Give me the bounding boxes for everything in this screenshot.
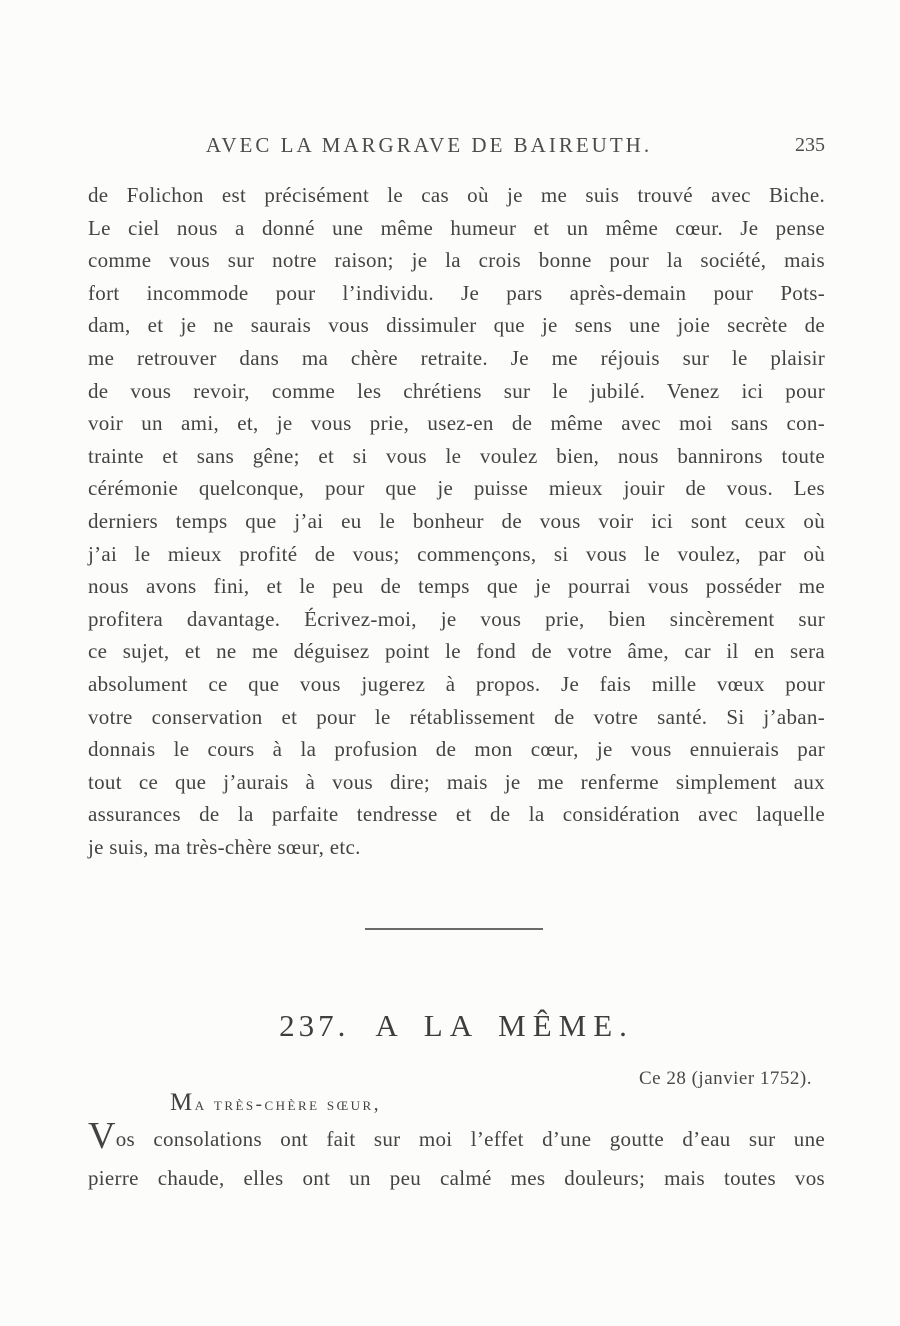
letter-number: 237. [279,1008,350,1043]
text-line: Le ciel nous a donné une même humeur et un même cœur. Je pense [88,215,825,240]
text-line: dam, et je ne saurais vous dissimuler que je sens une joie secrète de [88,313,825,338]
text-line: Vos consolations ont fait sur moi l’effet d’une goutte d’eau sur une [88,1115,825,1157]
letter-heading [88,1008,825,1044]
text-line: assurances de la parfaite tendresse et de la considération avec laquelle [88,802,825,827]
text-line: profitera davantage. Écrivez-moi, je vous prie, bien sincèrement sur [88,606,825,631]
text-line: donnais le cours à la profusion de mon cœur, je vous ennuierais par [88,737,825,762]
text-line: de vous revoir, comme les chrétiens sur le jubilé. Venez ici pour [88,378,825,403]
text-line: voir un ami, et, je vous prie, usez-en de même avec moi sans con- [88,411,825,436]
text-line: fort incommode pour l’individu. Je pars après-demain pour Pots- [88,280,825,305]
letter-date: Ce 28 (janvier 1752). [638,1068,812,1089]
letter-236-continuation [88,179,825,863]
text-line: cérémonie quelconque, pour que je puisse mieux jouir de vous. Les [88,476,825,501]
text-line: pierre chaude, elles ont un peu calmé mes douleurs; mais toutes vos [88,1166,825,1190]
text-line: comme vous sur notre raison; je la crois bonne pour la société, mais [88,248,825,273]
text-line: votre conservation et pour le rétablissement de votre santé. Si j’aban- [88,704,825,729]
text-line: absolument ce que vous jugerez à propos. Je fais mille vœux pour [88,671,825,696]
text-line: nous avons fini, et le peu de temps que je pourrai vous posséder me [88,574,825,599]
letter-salutation: Ma très-chère sœur, [170,1089,381,1116]
text-line: tout ce que j’aurais à vous dire; mais je me renferme simplement aux [88,769,825,794]
text-line: derniers temps que j’ai eu le bonheur de vous voir ici sont ceux où [88,508,825,533]
text-line: j’ai le mieux profité de vous; commençons, si vous le voulez, par où [88,541,825,566]
text-line: de Folichon est précisément le cas où je me suis trouvé avec Biche. [88,183,825,207]
text-line: trainte et sans gêne; et si vous le voulez bien, nous bannirons toute [88,443,825,468]
text-line: me retrouver dans ma chère retraite. Je me réjouis sur le plaisir [88,345,825,370]
running-header-title: AVEC LA MARGRAVE DE BAIREUTH. [205,133,653,157]
letter-237-body [88,1115,825,1198]
letter-addressee: A LA MÊME. [375,1008,634,1043]
text-line: je suis, ma très-chère sœur, etc. [88,834,361,859]
running-header [88,133,825,161]
text-line: ce sujet, et ne me déguisez point le fond de votre âme, car il en sera [88,639,825,664]
section-divider [365,928,543,930]
page-number: 235 [795,134,825,156]
